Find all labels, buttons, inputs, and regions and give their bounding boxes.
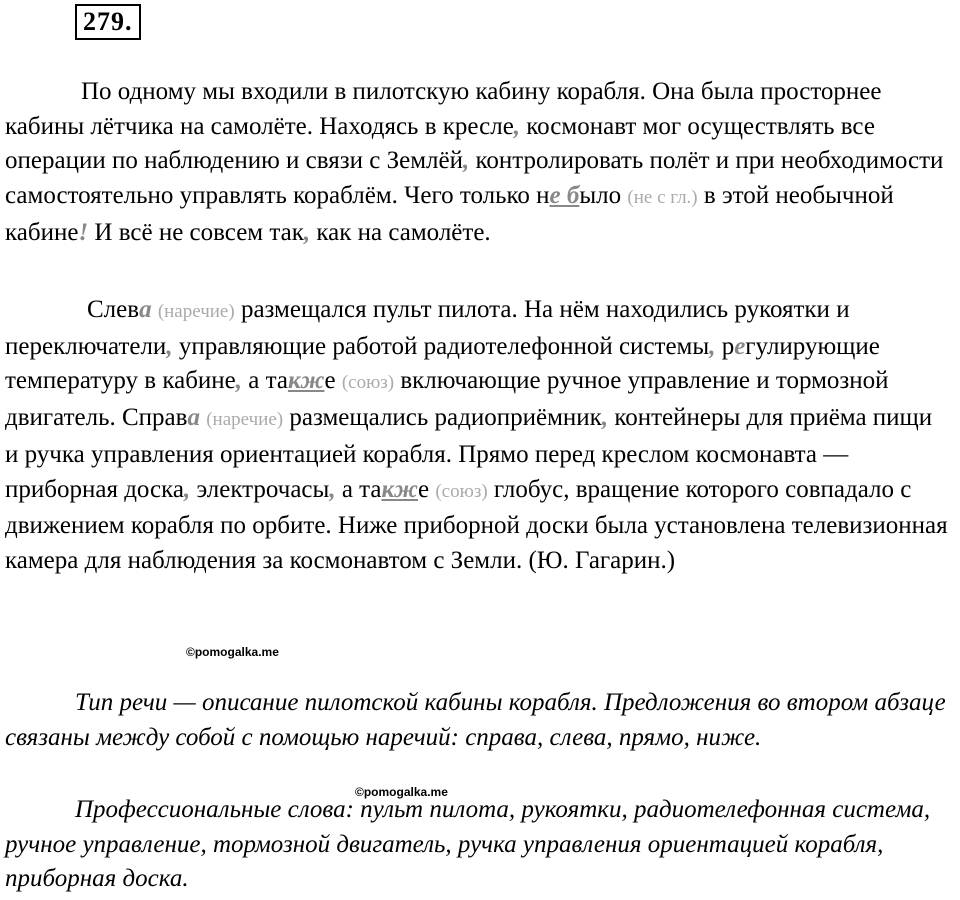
text-segment: а та	[242, 367, 288, 395]
text-segment: включающие ручное управление и тормозной двигатель. Справ	[5, 367, 889, 432]
punctuation-mark: ,	[601, 404, 609, 432]
punctuation-mark: ,	[329, 475, 336, 503]
punctuation-mark: ,	[303, 218, 311, 246]
text-segment: управляющие работой радиотелефонной системы	[172, 332, 710, 360]
text-segment: контролировать полёт и при необходимости самостоятельно управлять кораблём. Чего только н	[5, 147, 944, 210]
spelling-mark: а	[187, 404, 200, 432]
analysis-text: Тип речи — описание пилотской кабины корабля. Предложения во втором абзаце связаны между собой с помощью наречий: справа, слева, прямо, ниже.	[5, 689, 946, 751]
grammar-note: (союз)	[435, 480, 488, 502]
exercise-number: 279.	[75, 4, 141, 40]
watermark: ©pomogalka.me	[355, 785, 448, 799]
punctuation-mark: ,	[462, 147, 470, 175]
text-segment: е	[324, 367, 342, 395]
text-segment: контейнеры для приёма пищи и ручка управления ориентацией корабля. Прямо перед креслом космонавта — приборная доска	[5, 404, 933, 503]
analysis-text: Профессиональные слова: пульт пилота, рукоятки, радиотелефонная система, ручное управление, тормозной двигатель, ручка управления ориентацией корабля, приборная доска.	[5, 796, 931, 893]
text-segment: И всё не совсем так	[88, 218, 304, 246]
text-segment: электрочасы	[190, 475, 330, 503]
grammar-note: (наречие)	[157, 301, 235, 322]
punctuation-mark: ,	[235, 367, 243, 395]
text-segment: а та	[335, 475, 382, 503]
watermark: ©pomogalka.me	[186, 645, 279, 659]
paragraph-2	[5, 293, 950, 579]
spelling-mark: кж	[287, 367, 325, 395]
text-segment: размещались радиоприёмник	[283, 404, 602, 432]
spelling-mark: е б	[549, 182, 580, 210]
text-segment: космонавт мог осуществлять все операции по наблюдению и связи с Землёй	[5, 112, 875, 175]
spelling-mark: кж	[381, 475, 418, 503]
punctuation-mark: ,	[513, 112, 521, 140]
text-segment: в этой необычной кабине	[5, 182, 894, 246]
text-segment: глобус, вращение которого совпадало с движением корабля по орбите. Ниже приборной доски была установлена телевизионная камера для наблюдения за космонавтом с Земли. (Ю. Гагарин.)	[5, 475, 948, 574]
text-segment: ыло	[579, 182, 628, 210]
punctuation-mark: ,	[184, 475, 191, 503]
speech-type-analysis	[5, 686, 950, 755]
text-segment: е	[418, 475, 436, 503]
text-segment: р	[721, 332, 735, 360]
grammar-note: (союз)	[341, 372, 395, 394]
punctuation-mark: ,	[166, 332, 173, 360]
punctuation-mark: !	[78, 218, 89, 246]
text-segment: размещался пульт пилота. На нём находились рукоятки и переключатели	[5, 296, 850, 360]
text-segment: как на самолёте.	[310, 218, 491, 246]
spelling-mark: е	[734, 332, 746, 360]
spelling-mark: а	[139, 296, 152, 323]
professional-words-analysis	[5, 793, 950, 897]
text-segment: По одному мы входили в пилотскую кабину корабля. Она была просторнее кабины лётчика на самолёте. Находясь в кресле	[5, 78, 882, 140]
text-segment: Слев	[87, 296, 140, 323]
text-segment: гулирующие температуру в кабине	[5, 332, 880, 395]
punctuation-mark: ,	[709, 332, 716, 360]
paragraph-1	[5, 75, 950, 251]
grammar-note: (наречие)	[206, 409, 284, 431]
grammar-note: (не с гл.)	[627, 187, 698, 209]
